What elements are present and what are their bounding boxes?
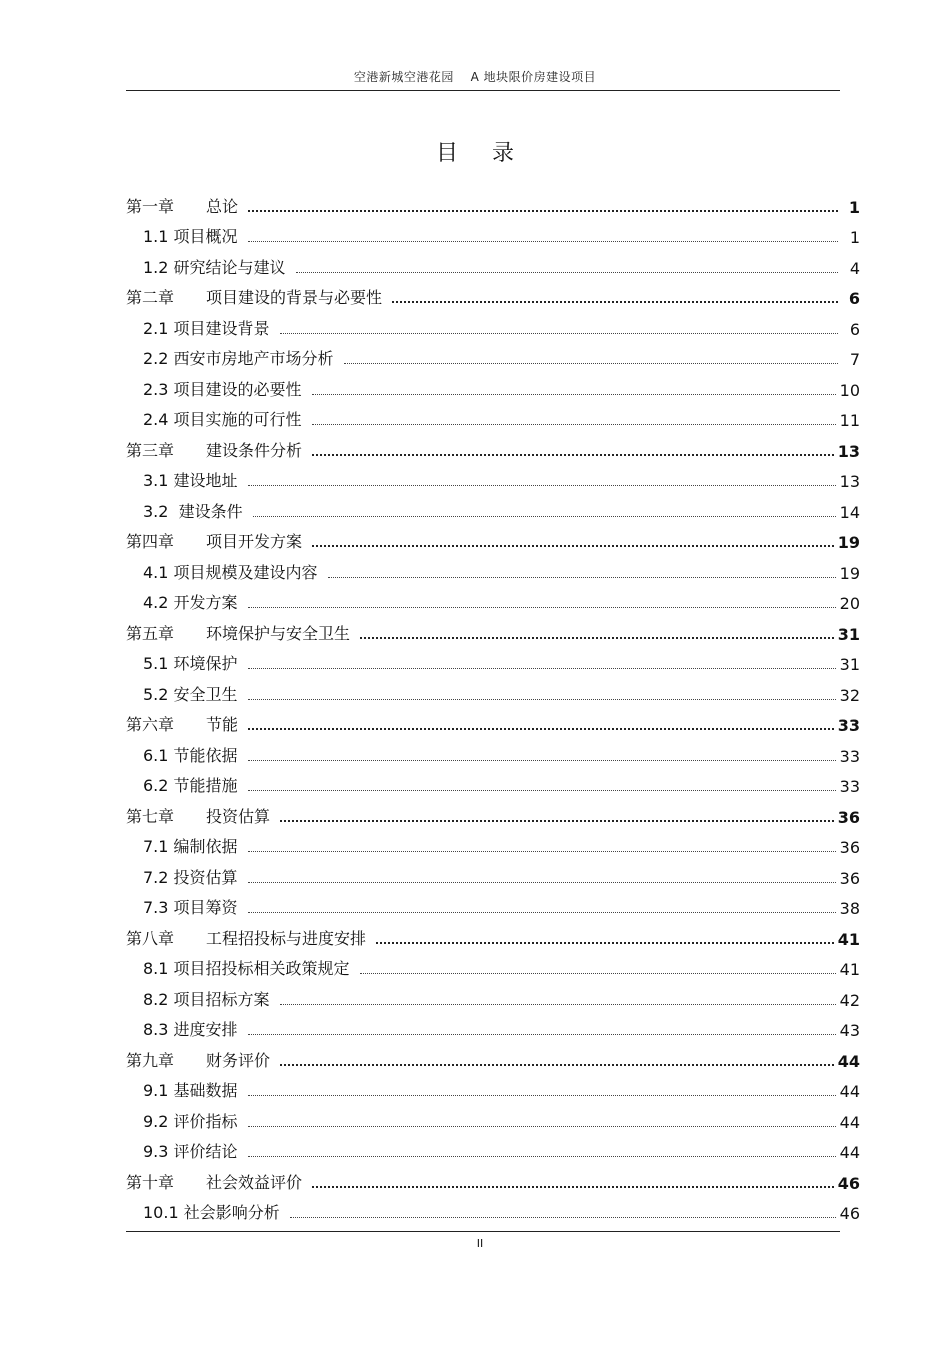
dot-leader xyxy=(328,576,836,578)
toc-chapter-entry[interactable] xyxy=(126,278,860,309)
dot-leader xyxy=(248,759,836,761)
toc-entry-page: 1 xyxy=(849,228,860,247)
dot-leader xyxy=(248,850,836,852)
toc-entry-page: 44 xyxy=(837,1051,860,1071)
dot-leader xyxy=(296,271,838,273)
toc-section-entry[interactable] xyxy=(126,1071,860,1102)
toc-entry-page: 44 xyxy=(839,1082,860,1101)
toc-chapter-entry[interactable] xyxy=(126,613,860,644)
toc-chapter-entry[interactable] xyxy=(126,186,860,217)
toc-entry-page: 4 xyxy=(849,258,860,278)
toc-entry-page: 11 xyxy=(839,411,860,430)
toc-entry-page: 33 xyxy=(839,746,860,766)
dot-leader xyxy=(312,544,834,547)
toc-chapter-entry[interactable] xyxy=(126,1040,860,1071)
dot-leader xyxy=(376,941,834,944)
toc-entry-label: 7.3 项目筹资 xyxy=(143,898,238,917)
toc-entry-page: 36 xyxy=(837,807,860,827)
toc-entry-page: 33 xyxy=(837,716,860,735)
dot-leader xyxy=(248,881,836,883)
toc-entry-page: 14 xyxy=(839,502,860,522)
page-number: II xyxy=(476,1237,484,1250)
toc-entry-label: 7.1 编制依据 xyxy=(143,837,238,856)
toc-entry-label: 4.2 开发方案 xyxy=(143,593,238,612)
toc-entry-label: 5.1 环境保护 xyxy=(143,654,238,673)
toc-section-entry[interactable] xyxy=(126,247,860,278)
dot-leader xyxy=(280,332,838,334)
toc-section-entry[interactable] xyxy=(126,400,860,431)
toc-entry-label: 8.3 进度安排 xyxy=(143,1020,238,1039)
toc-section-entry[interactable] xyxy=(126,369,860,400)
toc-entry-page: 33 xyxy=(839,777,860,796)
dot-leader xyxy=(248,789,836,791)
toc-entry-label: 第五章 环境保护与安全卫生 xyxy=(126,623,351,643)
dot-leader xyxy=(360,972,836,974)
toc-section-entry[interactable] xyxy=(126,1132,860,1163)
toc-entry-page: 20 xyxy=(839,594,860,613)
toc-entry-label: 3.2 建设条件 xyxy=(143,501,243,521)
dot-leader xyxy=(312,423,836,425)
table-of-contents xyxy=(126,186,860,1223)
toc-section-entry[interactable] xyxy=(126,1101,860,1132)
dot-leader xyxy=(253,515,836,517)
toc-entry-label: 8.2 项目招标方案 xyxy=(143,989,270,1009)
toc-section-entry[interactable] xyxy=(126,735,860,766)
toc-entry-label: 1.2 研究结论与建议 xyxy=(143,257,286,277)
toc-section-entry[interactable] xyxy=(126,674,860,705)
toc-entry-label: 第二章 项目建设的背景与必要性 xyxy=(126,288,383,307)
toc-chapter-entry[interactable] xyxy=(126,705,860,736)
toc-section-entry[interactable] xyxy=(126,217,860,248)
toc-entry-page: 13 xyxy=(837,441,860,461)
toc-entry-label: 第一章 总论 xyxy=(126,196,239,216)
dot-leader xyxy=(248,1094,836,1096)
toc-entry-page: 41 xyxy=(837,929,860,949)
toc-entry-label: 第三章 建设条件分析 xyxy=(126,440,303,460)
toc-entry-label: 4.1 项目规模及建设内容 xyxy=(143,562,318,582)
toc-section-entry[interactable] xyxy=(126,766,860,797)
dot-leader xyxy=(248,606,836,608)
toc-entry-page: 6 xyxy=(849,319,860,339)
dot-leader xyxy=(248,209,838,212)
dot-leader xyxy=(248,1033,836,1035)
toc-chapter-entry[interactable] xyxy=(126,796,860,827)
toc-entry-page: 1 xyxy=(848,197,860,217)
dot-leader xyxy=(280,1003,836,1005)
toc-section-entry[interactable] xyxy=(126,857,860,888)
toc-entry-page: 13 xyxy=(839,472,860,491)
toc-entry-label: 2.4 项目实施的可行性 xyxy=(143,410,302,429)
toc-entry-page: 6 xyxy=(848,289,860,308)
toc-entry-label: 9.1 基础数据 xyxy=(143,1081,238,1100)
toc-entry-page: 44 xyxy=(839,1143,860,1162)
toc-entry-page: 10 xyxy=(839,380,860,400)
running-header: 空港新城空港花园 A 地块限价房建设项目 xyxy=(353,70,597,84)
toc-chapter-entry[interactable] xyxy=(126,430,860,461)
dot-leader xyxy=(312,453,834,456)
toc-entry-label: 3.1 建设地址 xyxy=(143,471,238,490)
dot-leader xyxy=(312,1185,834,1188)
toc-entry-label: 第七章 投资估算 xyxy=(126,806,271,826)
toc-section-entry[interactable] xyxy=(126,888,860,919)
toc-entry-label: 7.2 投资估算 xyxy=(143,867,238,887)
toc-section-entry[interactable] xyxy=(126,308,860,339)
toc-entry-label: 6.1 节能依据 xyxy=(143,745,238,765)
toc-entry-label: 2.3 项目建设的必要性 xyxy=(143,379,302,399)
toc-entry-label: 9.2 评价指标 xyxy=(143,1111,238,1131)
toc-entry-page: 46 xyxy=(839,1204,860,1223)
toc-entry-page: 31 xyxy=(837,624,860,644)
dot-leader xyxy=(248,727,834,730)
toc-entry-page: 44 xyxy=(839,1112,860,1132)
dot-leader xyxy=(248,698,836,700)
dot-leader xyxy=(248,1155,836,1157)
dot-leader xyxy=(280,819,834,822)
dot-leader xyxy=(248,240,838,242)
dot-leader xyxy=(280,1063,834,1066)
toc-section-entry[interactable] xyxy=(126,644,860,675)
footer-rule xyxy=(126,1231,840,1232)
toc-section-entry[interactable] xyxy=(126,827,860,858)
dot-leader xyxy=(248,911,836,913)
toc-entry-page: 36 xyxy=(839,838,860,857)
toc-entry-label: 10.1 社会影响分析 xyxy=(143,1203,280,1222)
toc-section-entry[interactable] xyxy=(126,583,860,614)
toc-entry-label: 2.1 项目建设背景 xyxy=(143,318,270,338)
dot-leader xyxy=(248,667,836,669)
toc-section-entry[interactable] xyxy=(126,491,860,522)
dot-leader xyxy=(248,484,836,486)
toc-section-entry[interactable] xyxy=(126,979,860,1010)
toc-entry-page: 32 xyxy=(839,685,860,705)
toc-entry-page: 42 xyxy=(839,990,860,1010)
toc-title: 目录 xyxy=(435,141,548,166)
toc-section-entry[interactable] xyxy=(126,1193,860,1224)
toc-entry-page: 46 xyxy=(837,1173,860,1193)
toc-entry-page: 19 xyxy=(837,533,860,552)
toc-section-entry[interactable] xyxy=(126,552,860,583)
toc-section-entry[interactable] xyxy=(126,339,860,370)
toc-chapter-entry[interactable] xyxy=(126,522,860,553)
toc-entry-label: 2.2 西安市房地产市场分析 xyxy=(143,349,334,368)
dot-leader xyxy=(312,393,836,395)
dot-leader xyxy=(248,1125,836,1127)
toc-section-entry[interactable] xyxy=(126,1010,860,1041)
header-rule xyxy=(126,90,840,91)
toc-section-entry[interactable] xyxy=(126,461,860,492)
dot-leader xyxy=(360,636,834,639)
toc-entry-label: 第八章 工程招投标与进度安排 xyxy=(126,928,367,948)
toc-chapter-entry[interactable] xyxy=(126,1162,860,1193)
toc-chapter-entry[interactable] xyxy=(126,918,860,949)
toc-entry-label: 5.2 安全卫生 xyxy=(143,684,238,704)
toc-entry-label: 第四章 项目开发方案 xyxy=(126,532,303,551)
toc-entry-label: 6.2 节能措施 xyxy=(143,776,238,795)
toc-entry-label: 8.1 项目招投标相关政策规定 xyxy=(143,959,350,978)
toc-entry-label: 第十章 社会效益评价 xyxy=(126,1172,303,1192)
toc-entry-page: 31 xyxy=(839,655,860,674)
toc-entry-page: 36 xyxy=(839,868,860,888)
toc-entry-label: 第六章 节能 xyxy=(126,715,239,734)
toc-entry-label: 9.3 评价结论 xyxy=(143,1142,238,1161)
dot-leader xyxy=(392,300,838,303)
toc-entry-label: 1.1 项目概况 xyxy=(143,227,238,246)
toc-entry-page: 38 xyxy=(839,899,860,918)
toc-entry-page: 7 xyxy=(849,350,860,369)
dot-leader xyxy=(290,1216,836,1218)
toc-section-entry[interactable] xyxy=(126,949,860,980)
toc-entry-page: 43 xyxy=(839,1021,860,1040)
dot-leader xyxy=(344,362,838,364)
toc-entry-label: 第九章 财务评价 xyxy=(126,1050,271,1070)
toc-entry-page: 41 xyxy=(839,960,860,979)
toc-entry-page: 19 xyxy=(839,563,860,583)
